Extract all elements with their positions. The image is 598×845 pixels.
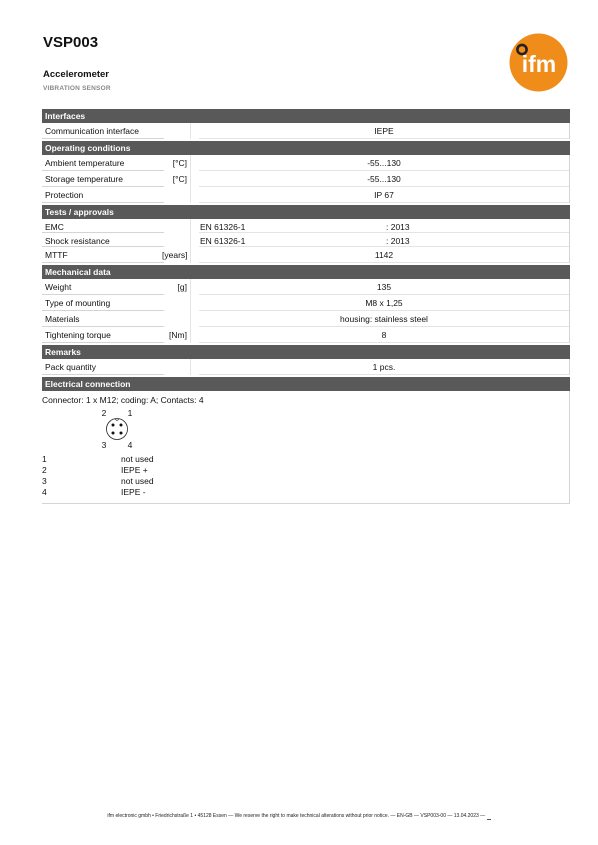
row-communication-interface [42,123,569,139]
section-remarks-header: Remarks [42,345,570,359]
row-shock-resistance [42,233,569,247]
logo-text: ifm [521,51,557,77]
row-ambient-temperature [42,155,569,171]
row-materials [42,311,569,327]
ifm-logo [509,33,568,92]
row-standard-year: : 2013 [386,236,410,246]
connector-description: Connector: 1 x M12; coding: A; Contacts: 4 [42,395,204,405]
pin-number: 3 [42,476,47,486]
row-value: -55...130 [367,174,401,184]
pin-label-2: 2 [101,408,107,418]
footer-text: ifm electronic gmbh • Friedrichstraße 1 • 45128 Essen — We reserve the right to make technical alterations without prior notice. — EN-GB — VSP003-00 — 13.04.2023 — [107,813,486,819]
page-footer [0,813,598,820]
product-category: VIBRATION SENSOR [43,85,111,92]
pin-description: not used [121,454,154,464]
datasheet-table [42,109,570,504]
row-unit: [years] [162,250,188,260]
row-unit: [g] [177,282,187,292]
row-protection [42,187,569,203]
row-value: -55...130 [367,158,401,168]
row-standard: EN 61326-1 [200,236,246,246]
pin-number: 4 [42,487,47,497]
pin-label-4: 4 [127,440,133,450]
row-storage-temperature [42,171,569,187]
row-standard: EN 61326-1 [200,222,246,232]
section-tests [42,219,570,263]
section-electrical-header: Electrical connection [42,377,570,391]
pin-number: 1 [42,454,47,464]
row-pack-quantity [42,359,569,375]
connector-pinout-icon [98,407,138,451]
row-label: Materials [45,314,80,324]
row-label: Storage temperature [45,174,123,184]
section-operating-header: Operating conditions [42,141,570,155]
section-remarks [42,359,570,375]
section-interfaces-header: Interfaces [42,109,570,123]
row-unit: [°C] [172,174,187,184]
row-value: housing: stainless steel [340,314,428,324]
row-value: 135 [376,282,392,292]
row-label: Tightening torque [45,330,111,340]
row-value: 1 pcs. [372,362,396,372]
pin-number: 2 [42,465,47,475]
row-standard-year: : 2013 [386,222,410,232]
row-label: Pack quantity [45,362,97,372]
row-label: Type of mounting [45,298,111,308]
row-label: EMC [45,222,64,232]
row-tightening-torque [42,327,569,343]
row-value: M8 x 1,25 [365,298,403,308]
section-operating [42,155,570,203]
pin-label-1: 1 [127,408,133,418]
row-emc [42,219,569,233]
section-interfaces [42,123,570,139]
pin-label-3: 3 [101,440,107,450]
row-label: Protection [45,190,84,200]
section-mechanical-header: Mechanical data [42,265,570,279]
row-value: IP 67 [374,190,394,200]
row-value: 1142 [374,250,394,260]
section-mechanical [42,279,570,343]
footer-page-marker [487,813,491,820]
product-code: VSP003 [43,34,99,51]
row-label: Weight [45,282,72,292]
row-unit: [°C] [172,158,187,168]
row-label: MTTF [45,250,68,260]
row-mttf [42,247,569,263]
pin-description: IEPE - [121,487,146,497]
section-tests-header: Tests / approvals [42,205,570,219]
row-unit: [Nm] [169,330,187,340]
row-value: IEPE [374,126,394,136]
row-weight [42,279,569,295]
pin-description: IEPE + [121,465,148,475]
row-label: Ambient temperature [45,158,125,168]
pin-description: not used [121,476,154,486]
row-label: Shock resistance [45,236,110,246]
section-electrical [42,391,570,504]
product-name: Accelerometer [43,69,110,80]
row-value: 8 [381,330,387,340]
row-label: Communication interface [45,126,140,136]
row-type-of-mounting [42,295,569,311]
